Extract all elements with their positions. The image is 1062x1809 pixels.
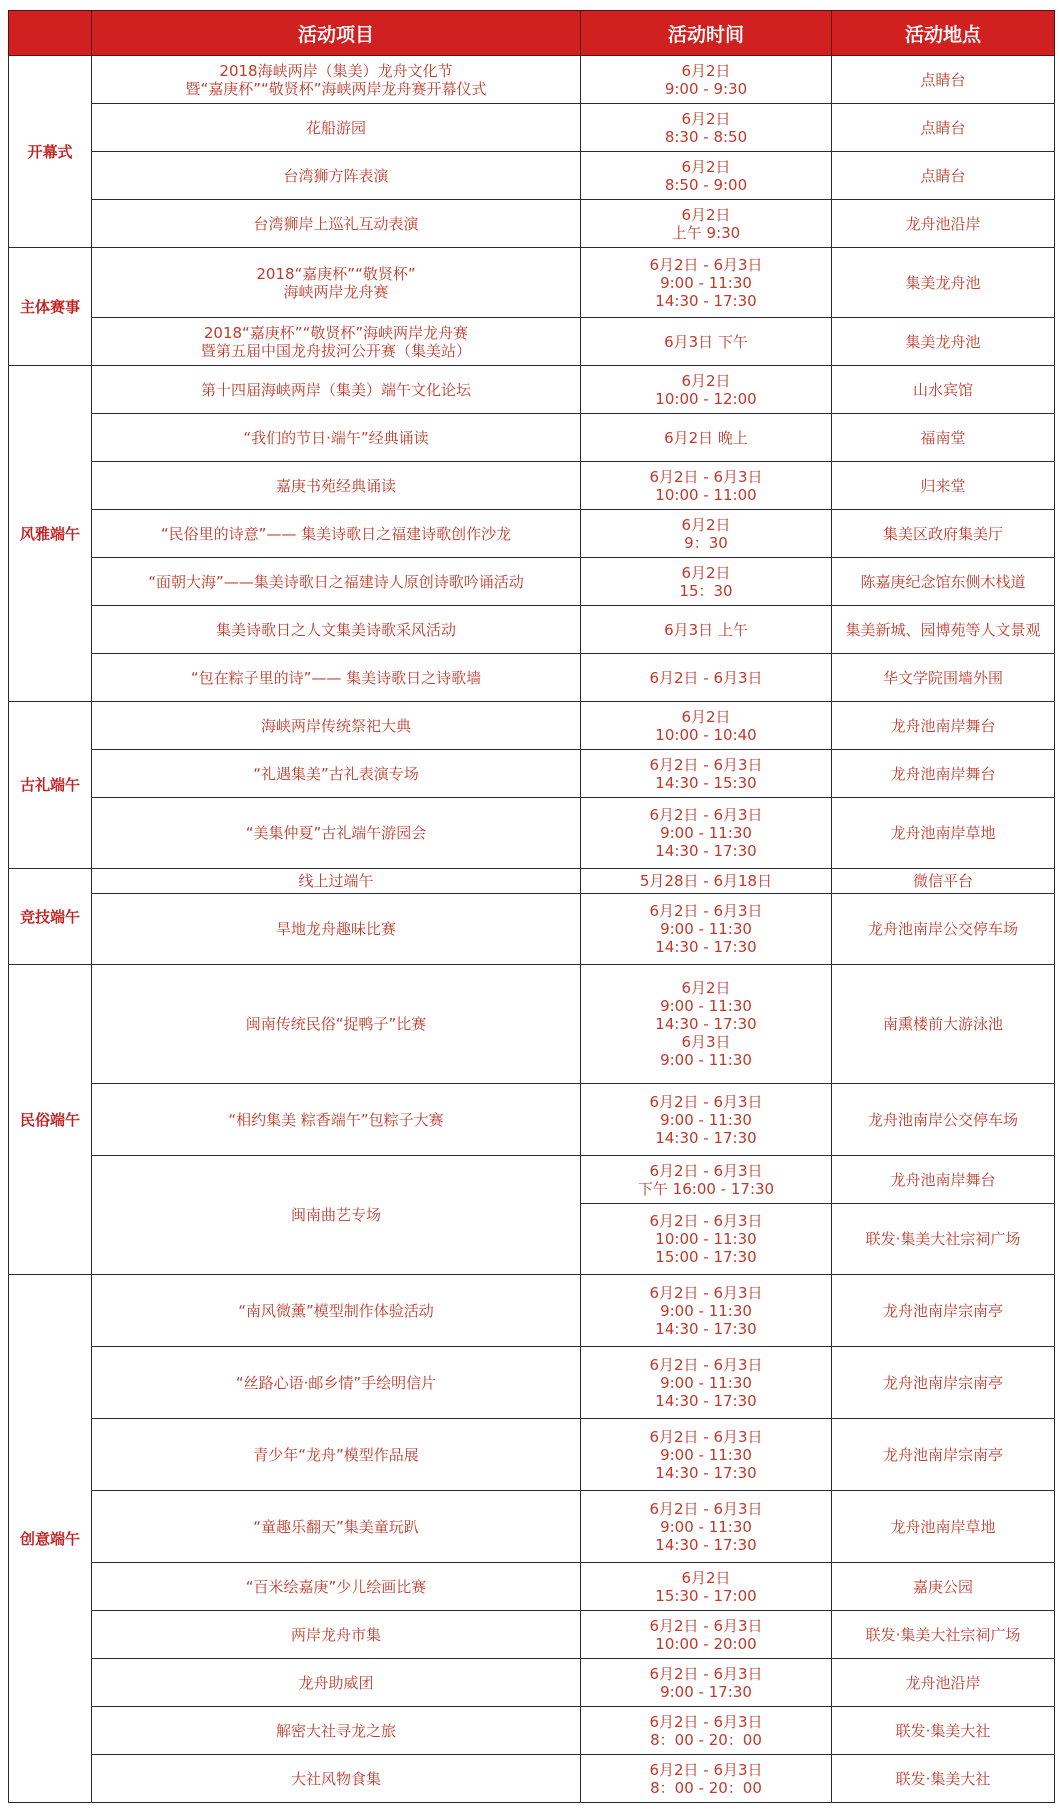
item-cell: 闽南曲艺专场 xyxy=(92,1156,581,1275)
item-cell: 两岸龙舟市集 xyxy=(92,1611,581,1659)
category-cell: 古礼端午 xyxy=(9,702,92,869)
table-row xyxy=(9,200,1055,248)
time-cell: 6月2日 - 6月3日 下午 16:00 - 17:30 xyxy=(581,1156,832,1204)
item-cell: 海峡两岸传统祭祀大典 xyxy=(92,702,581,750)
time-cell: 6月2日 10:00 - 12:00 xyxy=(581,366,832,414)
item-cell: 2018“嘉庚杯”“敬贤杯”海峡两岸龙舟赛 暨第五届中国龙舟拔河公开赛（集美站） xyxy=(92,318,581,366)
time-cell: 6月2日 10:00 - 10:40 xyxy=(581,702,832,750)
place-cell: 南熏楼前大游泳池 xyxy=(832,965,1055,1084)
place-cell: 龙舟池南岸草地 xyxy=(832,798,1055,869)
item-cell: 2018海峡两岸（集美）龙舟文化节 暨“嘉庚杯”“敬贤杯”海峡两岸龙舟赛开幕仪式 xyxy=(92,56,581,104)
table-row xyxy=(9,654,1055,702)
time-cell: 6月2日 9:00 - 9:30 xyxy=(581,56,832,104)
time-cell: 6月3日 下午 xyxy=(581,318,832,366)
item-cell: “面朝大海”——集美诗歌日之福建诗人原创诗歌吟诵活动 xyxy=(92,558,581,606)
table-row xyxy=(9,510,1055,558)
item-cell: 龙舟助威团 xyxy=(92,1659,581,1707)
time-cell: 6月2日 9:00 - 11:30 14:30 - 17:30 6月3日 9:00 - 11:30 xyxy=(581,965,832,1084)
table-row xyxy=(9,1491,1055,1563)
place-cell: 联发·集美大社宗祠广场 xyxy=(832,1611,1055,1659)
time-cell: 6月2日 - 6月3日 9:00 - 11:30 14:30 - 17:30 xyxy=(581,248,832,318)
header-category xyxy=(9,11,92,56)
place-cell: 龙舟池南岸宗南亭 xyxy=(832,1347,1055,1419)
item-cell: 线上过端午 xyxy=(92,869,581,894)
category-cell: 竞技端午 xyxy=(9,869,92,965)
time-cell: 6月2日 15：30 xyxy=(581,558,832,606)
place-cell: 集美区政府集美厅 xyxy=(832,510,1055,558)
item-cell: “相约集美 粽香端午”包粽子大赛 xyxy=(92,1084,581,1156)
category-cell: 开幕式 xyxy=(9,56,92,248)
header-row xyxy=(9,11,1055,56)
header-place: 活动地点 xyxy=(832,11,1055,56)
table-row xyxy=(9,750,1055,798)
item-cell: 台湾狮方阵表演 xyxy=(92,152,581,200)
time-cell: 6月2日 - 6月3日 10:00 - 11:00 xyxy=(581,462,832,510)
table-row xyxy=(9,869,1055,894)
place-cell: 龙舟池南岸公交停车场 xyxy=(832,894,1055,965)
table-row xyxy=(9,56,1055,104)
place-cell: 龙舟池南岸舞台 xyxy=(832,702,1055,750)
item-cell: 集美诗歌日之人文集美诗歌采风活动 xyxy=(92,606,581,654)
place-cell: 点睛台 xyxy=(832,104,1055,152)
table-row xyxy=(9,1275,1055,1347)
place-cell: 点睛台 xyxy=(832,56,1055,104)
item-cell: 嘉庚书苑经典诵读 xyxy=(92,462,581,510)
place-cell: 龙舟池沿岸 xyxy=(832,200,1055,248)
table-row xyxy=(9,606,1055,654)
header-item: 活动项目 xyxy=(92,11,581,56)
time-cell: 6月3日 上午 xyxy=(581,606,832,654)
place-cell: 联发·集美大社宗祠广场 xyxy=(832,1204,1055,1275)
time-cell: 6月2日 上午 9:30 xyxy=(581,200,832,248)
time-cell: 6月2日 - 6月3日 9:00 - 11:30 14:30 - 17:30 xyxy=(581,1347,832,1419)
place-cell: 陈嘉庚纪念馆东侧木栈道 xyxy=(832,558,1055,606)
place-cell: 点睛台 xyxy=(832,152,1055,200)
table-row xyxy=(9,1419,1055,1491)
schedule-table xyxy=(8,10,1055,1803)
time-cell: 6月2日 - 6月3日 9:00 - 11:30 14:30 - 17:30 xyxy=(581,894,832,965)
schedule-container xyxy=(8,10,1054,1803)
item-cell: “礼遇集美”古礼表演专场 xyxy=(92,750,581,798)
time-cell: 6月2日 - 6月3日 9:00 - 11:30 14:30 - 17:30 xyxy=(581,1491,832,1563)
table-row xyxy=(9,248,1055,318)
table-row xyxy=(9,558,1055,606)
table-row xyxy=(9,152,1055,200)
place-cell: 嘉庚公园 xyxy=(832,1563,1055,1611)
place-cell: 山水宾馆 xyxy=(832,366,1055,414)
item-cell: 解密大社寻龙之旅 xyxy=(92,1707,581,1755)
time-cell: 6月2日 8:50 - 9:00 xyxy=(581,152,832,200)
place-cell: 龙舟池沿岸 xyxy=(832,1659,1055,1707)
item-cell: 青少年“龙舟”模型作品展 xyxy=(92,1419,581,1491)
table-row xyxy=(9,1156,1055,1204)
table-row xyxy=(9,104,1055,152)
time-cell: 6月2日 - 6月3日 9:00 - 11:30 14:30 - 17:30 xyxy=(581,1084,832,1156)
time-cell: 6月2日 9：30 xyxy=(581,510,832,558)
item-cell: 大社风物食集 xyxy=(92,1755,581,1803)
table-row xyxy=(9,1563,1055,1611)
place-cell: 龙舟池南岸宗南亭 xyxy=(832,1419,1055,1491)
table-row xyxy=(9,1707,1055,1755)
schedule-body xyxy=(9,56,1055,1803)
time-cell: 6月2日 - 6月3日 xyxy=(581,654,832,702)
place-cell: 集美龙舟池 xyxy=(832,318,1055,366)
time-cell: 6月2日 - 6月3日 9:00 - 11:30 14:30 - 17:30 xyxy=(581,1275,832,1347)
item-cell: “包在粽子里的诗”—— 集美诗歌日之诗歌墙 xyxy=(92,654,581,702)
item-cell: 闽南传统民俗“捉鸭子”比赛 xyxy=(92,965,581,1084)
place-cell: 龙舟池南岸草地 xyxy=(832,1491,1055,1563)
time-cell: 6月2日 - 6月3日 8：00 - 20：00 xyxy=(581,1707,832,1755)
place-cell: 福南堂 xyxy=(832,414,1055,462)
item-cell: “童趣乐翻天”集美童玩趴 xyxy=(92,1491,581,1563)
item-cell: “我们的节日·端午”经典诵读 xyxy=(92,414,581,462)
place-cell: 归来堂 xyxy=(832,462,1055,510)
place-cell: 龙舟池南岸公交停车场 xyxy=(832,1084,1055,1156)
time-cell: 6月2日 - 6月3日 10:00 - 20:00 xyxy=(581,1611,832,1659)
table-row xyxy=(9,414,1055,462)
time-cell: 6月2日 晚上 xyxy=(581,414,832,462)
item-cell: 2018“嘉庚杯”“敬贤杯” 海峡两岸龙舟赛 xyxy=(92,248,581,318)
item-cell: “百米绘嘉庚”少儿绘画比赛 xyxy=(92,1563,581,1611)
time-cell: 6月2日 - 6月3日 9:00 - 11:30 14:30 - 17:30 xyxy=(581,798,832,869)
time-cell: 6月2日 - 6月3日 8：00 - 20：00 xyxy=(581,1755,832,1803)
time-cell: 6月2日 - 6月3日 14:30 - 15:30 xyxy=(581,750,832,798)
table-row xyxy=(9,1347,1055,1419)
table-row xyxy=(9,462,1055,510)
time-cell: 6月2日 - 6月3日 9:00 - 11:30 14:30 - 17:30 xyxy=(581,1419,832,1491)
place-cell: 龙舟池南岸舞台 xyxy=(832,750,1055,798)
header-time: 活动时间 xyxy=(581,11,832,56)
place-cell: 华文学院围墙外围 xyxy=(832,654,1055,702)
table-row xyxy=(9,1659,1055,1707)
category-cell: 创意端午 xyxy=(9,1275,92,1803)
item-cell: “丝路心语·邮乡情”手绘明信片 xyxy=(92,1347,581,1419)
table-row xyxy=(9,366,1055,414)
item-cell: “民俗里的诗意”—— 集美诗歌日之福建诗歌创作沙龙 xyxy=(92,510,581,558)
time-cell: 6月2日 8:30 - 8:50 xyxy=(581,104,832,152)
item-cell: “南风微薰”模型制作体验活动 xyxy=(92,1275,581,1347)
item-cell: 台湾狮岸上巡礼互动表演 xyxy=(92,200,581,248)
item-cell: 第十四届海峡两岸（集美）端午文化论坛 xyxy=(92,366,581,414)
item-cell: 花船游园 xyxy=(92,104,581,152)
place-cell: 联发·集美大社 xyxy=(832,1707,1055,1755)
place-cell: 龙舟池南岸舞台 xyxy=(832,1156,1055,1204)
table-row xyxy=(9,798,1055,869)
place-cell: 集美新城、园博苑等人文景观 xyxy=(832,606,1055,654)
time-cell: 6月2日 - 6月3日 9:00 - 17:30 xyxy=(581,1659,832,1707)
table-row xyxy=(9,965,1055,1084)
item-cell: 旱地龙舟趣味比赛 xyxy=(92,894,581,965)
category-cell: 风雅端午 xyxy=(9,366,92,702)
place-cell: 集美龙舟池 xyxy=(832,248,1055,318)
place-cell: 龙舟池南岸宗南亭 xyxy=(832,1275,1055,1347)
place-cell: 联发·集美大社 xyxy=(832,1755,1055,1803)
table-row xyxy=(9,1755,1055,1803)
item-cell: “美集仲夏”古礼端午游园会 xyxy=(92,798,581,869)
table-row xyxy=(9,894,1055,965)
category-cell: 主体赛事 xyxy=(9,248,92,366)
table-row xyxy=(9,1084,1055,1156)
table-row xyxy=(9,318,1055,366)
place-cell: 微信平台 xyxy=(832,869,1055,894)
time-cell: 5月28日 - 6月18日 xyxy=(581,869,832,894)
table-row xyxy=(9,702,1055,750)
time-cell: 6月2日 15:30 - 17:00 xyxy=(581,1563,832,1611)
time-cell: 6月2日 - 6月3日 10:00 - 11:30 15:00 - 17:30 xyxy=(581,1204,832,1275)
category-cell: 民俗端午 xyxy=(9,965,92,1275)
table-row xyxy=(9,1611,1055,1659)
